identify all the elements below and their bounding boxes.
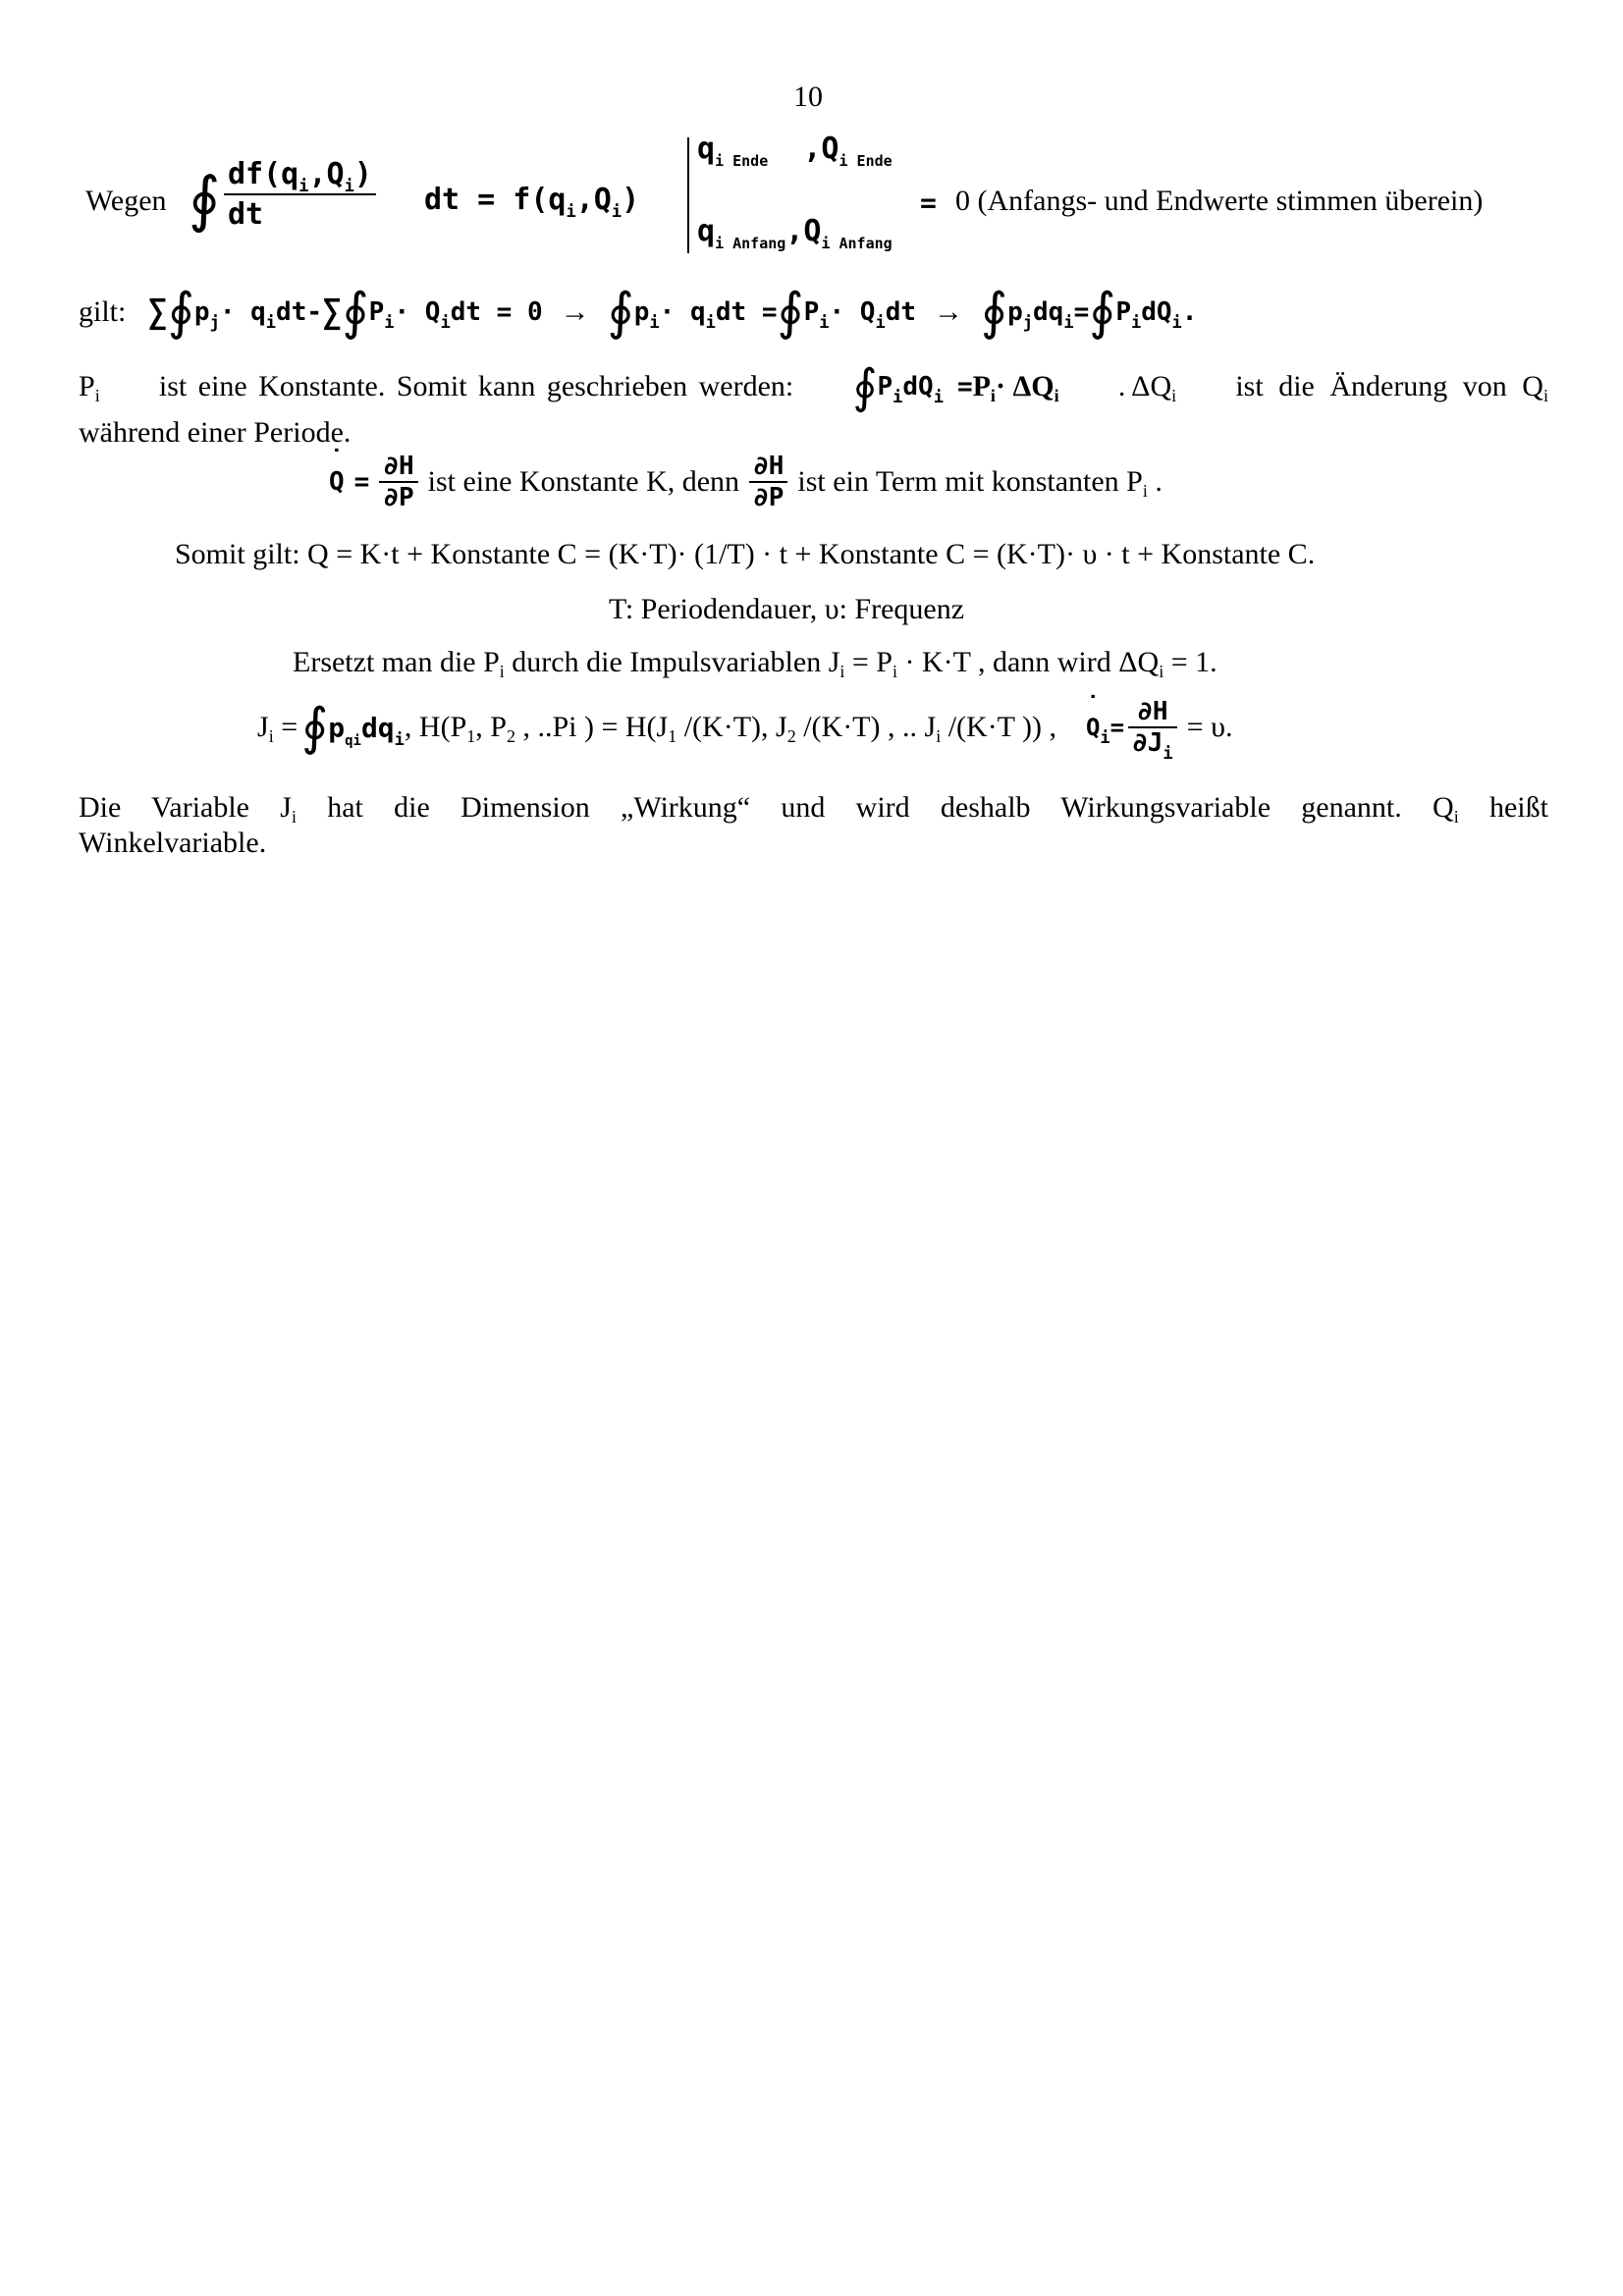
formula-pdq: ∮ $P_idQ_i$ = $P_i\cdot \Delta Q_i$ xyxy=(852,359,1059,414)
paragraph-wirkungsvariable: Die Variable $J_i$ hat die Dimension „Wirkung“ und wird deshalb Wirkungsvariable genannt. $Q_i$ heißt xyxy=(79,791,1548,827)
term-e: $p_jdq_i=$ xyxy=(1007,297,1090,333)
term-b: $P_i\cdot Q_idt = 0$ xyxy=(368,297,543,333)
line-ersetzt: Ersetzt man die $P_i$ durch die Impulsvariablen $J_i = P_i \cdot K\cdot T$ , dann wird $\Delta Q_i = 1$. xyxy=(293,646,1217,681)
text-pi: $P_i$ xyxy=(79,370,100,405)
gilt-label: gilt: xyxy=(79,295,127,328)
contour-integral-symbol: ∮ xyxy=(981,283,1008,342)
text-delta-q: . $\Delta Q_i$ xyxy=(1117,370,1177,405)
paragraph-konstante-line2: während einer Periode. xyxy=(79,416,352,449)
equation-ji: $J_i$ = ∮ $p_{qi}dq_i$ , $H(P_1$, $P_2$ , ..Pi ) = $H(J_1$ /(K·T), $J_2$ /(K·T) , .. $J_i$ /(K·T )) , ˙ $Q_i=$ $\frac{\partial H}{\partial J_i}$ = υ. xyxy=(257,697,1232,758)
arrow: → xyxy=(934,295,964,328)
evaluation-bar xyxy=(687,137,689,253)
derivative-fraction: $df(q_i,Q_i)$ dt xyxy=(224,157,376,232)
line-periodendauer: T: Periodendauer, υ: Frequenz xyxy=(609,593,965,625)
equation-qdot: ˙ Q = $\frac{\partial H}{\partial P}$ ist eine Konstante K, denn $\frac{\partial H}{\partial P}$ ist ein Term mit konstanten $P_i$ . xyxy=(329,452,1163,512)
contour-integral-symbol: ∮ xyxy=(342,283,369,342)
contour-integral-symbol: ∮ xyxy=(777,283,804,342)
partial-fraction: $\frac{\partial H}{\partial P}$ xyxy=(749,452,787,512)
sum-symbol: ∑ xyxy=(147,293,168,332)
partial-fraction: $\frac{\partial H}{\partial P}$ xyxy=(379,452,417,512)
term-f: $P_idQ_i$. xyxy=(1115,297,1198,333)
line-somit-gilt: Somit gilt: Q = K·t + Konstante C = (K·T)· (1/T) · t + Konstante C = (K·T)· υ · t + Konstante C. xyxy=(175,538,1316,570)
equals-sign: = xyxy=(920,187,937,219)
q-dot: ˙ Q xyxy=(329,467,345,497)
contour-integral-symbol: ∮ xyxy=(189,163,221,235)
contour-integral-symbol: ∮ xyxy=(301,698,329,757)
term-d: $P_i\cdot Q_idt$ xyxy=(803,297,917,333)
text-konstante: ist eine Konstante. Somit kann geschrieben werden: xyxy=(158,370,794,402)
term-a: $p_j\cdot q_idt-$ xyxy=(193,297,323,333)
equation-rhs: dt = $f(q_i,Q_i)$ xyxy=(424,183,640,222)
contour-integral-symbol: ∮ xyxy=(607,283,634,342)
contour-integral-symbol: ∮ xyxy=(852,359,878,414)
lower-limit: $q_{i Anfang},Q_{i Anfang}$ xyxy=(697,214,893,252)
paragraph-konstante xyxy=(79,359,1548,414)
paragraph-wirkungsvariable-line2: Winkelvariable. xyxy=(79,827,267,859)
contour-integral-symbol: ∮ xyxy=(1089,283,1116,342)
page-number: 10 xyxy=(793,80,823,113)
wegen-label: Wegen xyxy=(85,185,167,217)
equation-gilt xyxy=(79,283,1198,342)
sum-symbol: ∑ xyxy=(322,293,343,332)
partial-fraction: $\frac{\partial H}{\partial J_i}$ xyxy=(1128,697,1177,758)
upper-limit: $q_{i Ende}$ $,Q_{i Ende}$ xyxy=(697,132,893,170)
contour-integral-symbol: ∮ xyxy=(167,283,194,342)
arrow: → xyxy=(560,295,590,328)
term-c: $p_i\cdot q_idt$ = xyxy=(633,297,778,333)
text-aenderung: ist die Änderung von $Q_i$ xyxy=(1235,370,1548,405)
wegen-tail-text: 0 (Anfangs- und Endwerte stimmen überein) xyxy=(955,185,1484,217)
